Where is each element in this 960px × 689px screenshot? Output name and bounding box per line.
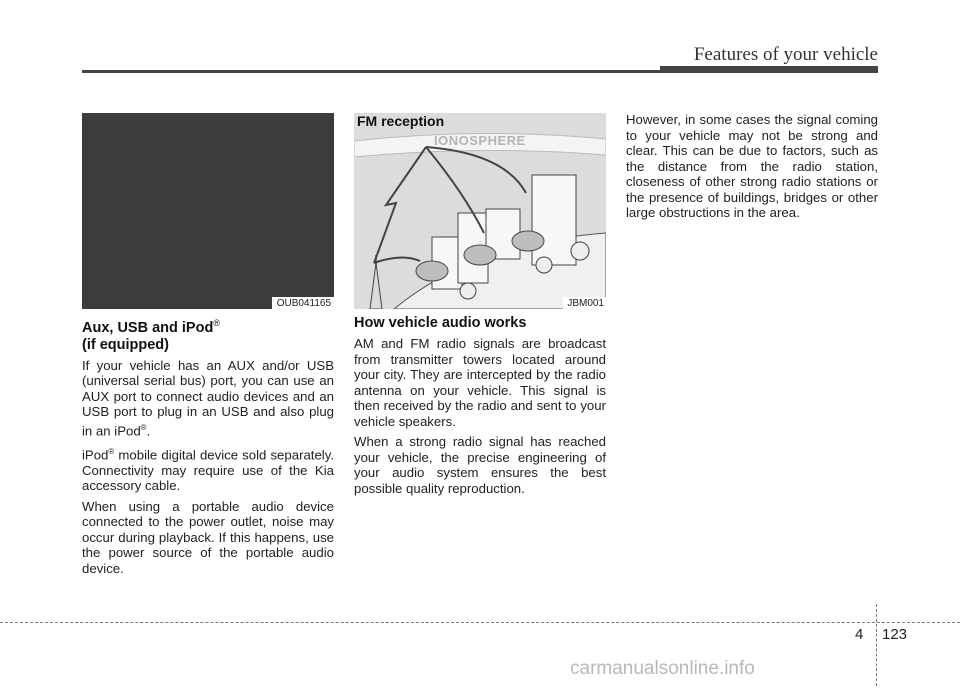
ionosphere-label: IONOSPHERE [434,133,526,148]
column-signal-quality [626,112,878,226]
aux-usb-paragraph-2: iPod® mobile digital device sold separately. Connectivity may require use of the Kia accessory cable. [82,446,334,494]
column-audio-works [354,113,606,501]
aux-usb-heading: Aux, USB and iPod® (if equipped) [82,318,220,353]
aux-usb-paragraph-1: If your vehicle has an AUX and/or USB (universal serial bus) port, you can use an AUX port to connect audio devices and an USB port to plug in an USB and also plug in an iPod®. [82,357,334,439]
footer-divider [876,604,877,686]
fm-reception-figure [354,113,606,309]
audio-works-paragraph-1: AM and FM radio signals are broadcast from transmitter towers located around your city. They are intercepted by the radio antenna on your vehicle. This signal is then received by the radio and sent to your vehicle speakers. [354,336,606,429]
column-aux-usb [82,113,334,581]
audio-works-paragraph-2: When a strong radio signal has reached your vehicle, the precise engineering of your audio system ensures the best possible quality reproduction. [354,434,606,496]
page-number: 123 [882,626,908,643]
photo-caption: OUB041165 [272,297,334,309]
page-header-title: Features of your vehicle [693,44,878,65]
aux-usb-photo [82,113,334,309]
chapter-number: 4 [855,626,864,643]
footer-rule [0,622,960,623]
figure-title: FM reception [357,113,445,129]
figure-caption: JBM001 [563,297,606,309]
audio-works-heading: How vehicle audio works [354,315,527,331]
signal-quality-paragraph: However, in some cases the signal coming to your vehicle may not be strong and clear. This can be due to factors, such as the distance from the radio station, closeness of other strong radio stations or the presence of buildings, bridges or other large obstructions in the area. [626,112,878,220]
header-rule-accent [660,66,878,73]
watermark: carmanualsonline.info [570,658,755,679]
aux-usb-paragraph-3: When using a portable audio device connected to the power outlet, noise may occur during playback. If this happens, use the power source of the portable audio device. [82,498,334,576]
